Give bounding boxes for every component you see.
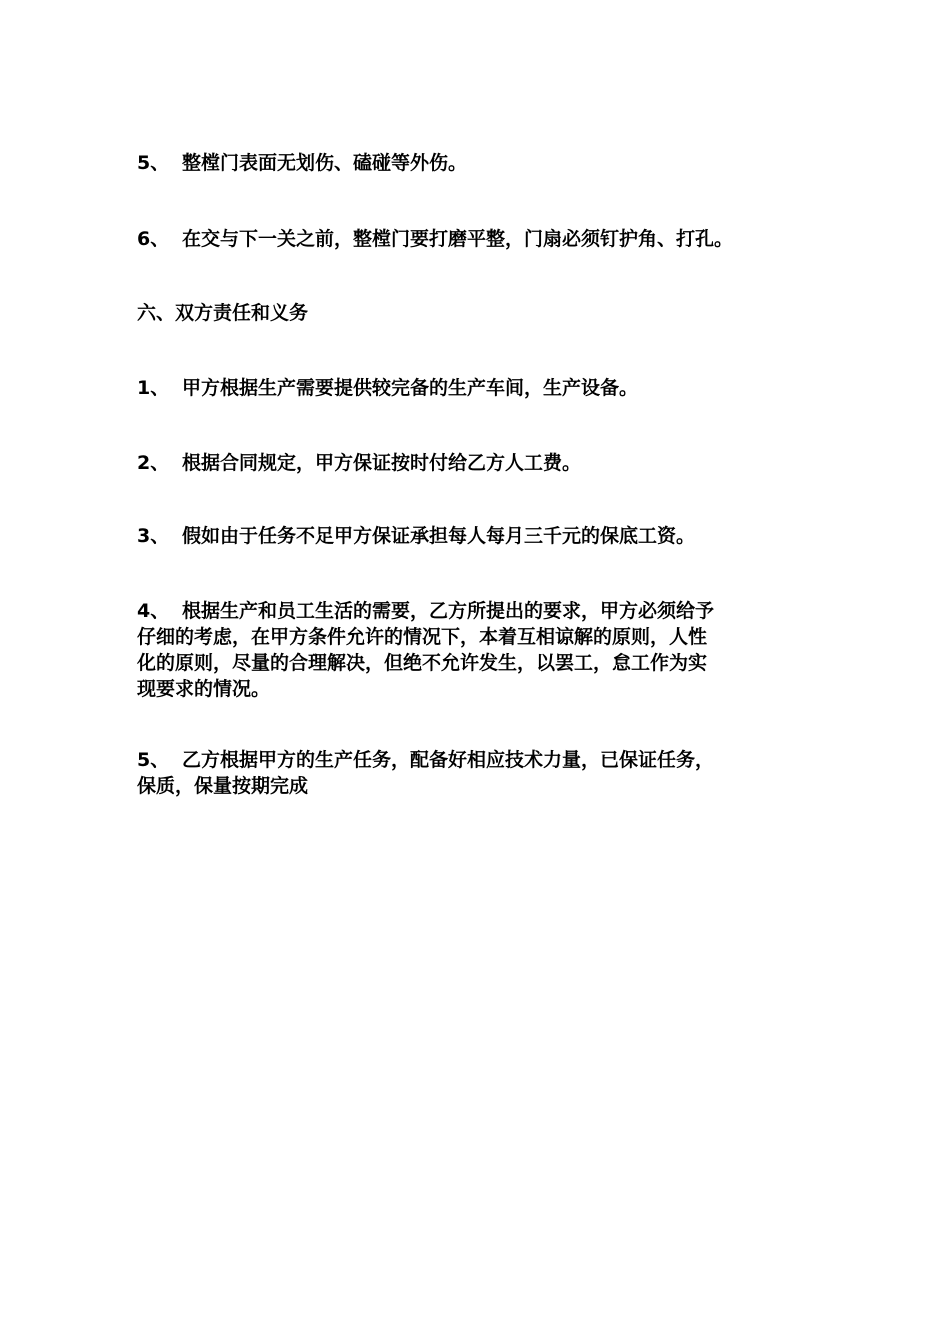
item-text: 甲方根据生产需要提供较完备的生产车间，生产设备。 <box>182 377 639 399</box>
item-number: 3、 <box>137 525 170 547</box>
item-line: 现要求的情况。 <box>137 678 271 700</box>
item-number: 1、 <box>137 377 170 399</box>
item-line: 保质，保量按期完成 <box>137 775 309 797</box>
list-item <box>137 523 837 549</box>
item-number: 5、 <box>137 152 170 174</box>
list-item <box>137 747 837 799</box>
item-line: 仔细的考虑，在甲方条件允许的情况下，本着互相谅解的原则，人性 <box>137 626 708 648</box>
item-number: 4、 <box>137 600 170 622</box>
item-number: 2、 <box>137 452 170 474</box>
item-text: 乙方根据甲方的生产任务，配备好相应技术力量，已保证任务， <box>182 749 715 771</box>
item-text: 整樘门表面无划伤、磕碰等外伤。 <box>182 152 468 174</box>
list-item <box>137 150 837 176</box>
item-line <box>137 747 837 773</box>
section-heading <box>137 300 837 326</box>
item-text: 根据合同规定，甲方保证按时付给乙方人工费。 <box>182 452 582 474</box>
item-text: 根据生产和员工生活的需要，乙方所提出的要求，甲方必须给予 <box>182 600 715 622</box>
item-line <box>137 598 837 624</box>
item-text: 假如由于任务不足甲方保证承担每人每月三千元的保底工资。 <box>182 525 696 547</box>
section-heading-text: 六、双方责任和义务 <box>137 302 309 324</box>
item-text: 在交与下一关之前，整樘门要打磨平整，门扇必须钉护角、打孔。 <box>182 228 734 250</box>
item-number: 5、 <box>137 749 170 771</box>
list-item <box>137 450 837 476</box>
item-line: 化的原则，尽量的合理解决，但绝不允许发生，以罢工，怠工作为实 <box>137 652 708 674</box>
list-item <box>137 598 837 702</box>
list-item <box>137 375 837 401</box>
list-item <box>137 226 837 252</box>
item-number: 6、 <box>137 228 170 250</box>
